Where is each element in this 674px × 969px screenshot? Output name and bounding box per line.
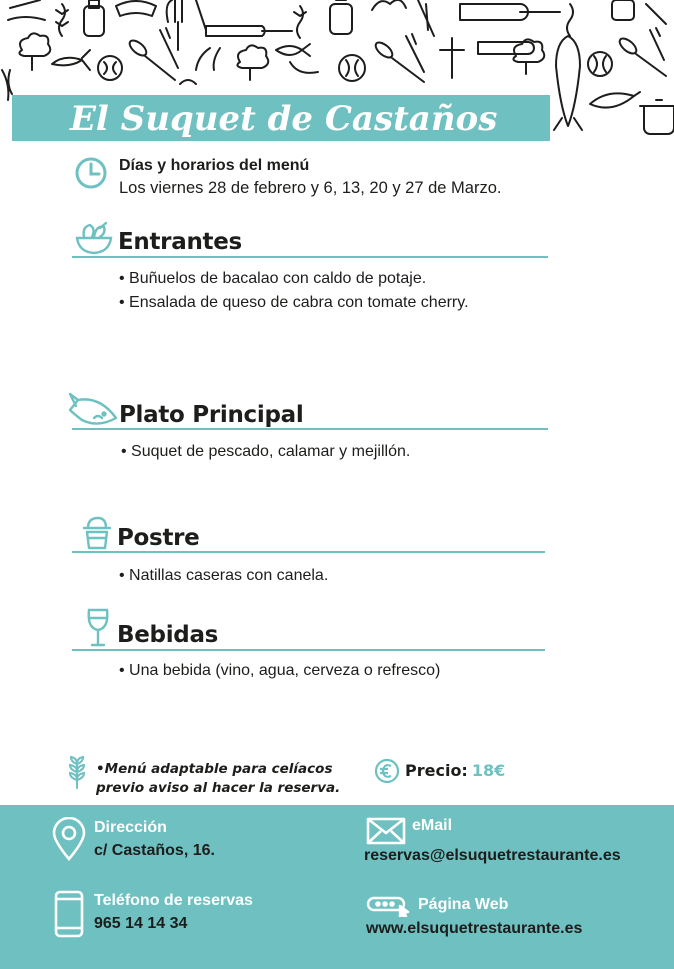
section-heading-bebidas: Bebidas — [117, 622, 219, 648]
section-heading-plato-principal: Plato Principal — [119, 402, 304, 428]
menu-item: • Una bebida (vino, agua, cerveza o refresco) — [119, 662, 441, 679]
section-divider — [72, 649, 545, 651]
phone-icon — [54, 890, 84, 938]
address-value: c/ Castaños, 16. — [94, 842, 215, 859]
phone-label: Teléfono de reservas — [94, 892, 253, 909]
price-amount: 18€ — [471, 761, 506, 780]
contact-footer — [0, 805, 674, 969]
section-divider — [72, 551, 545, 553]
section-heading-postre: Postre — [117, 525, 200, 551]
clock-icon — [74, 156, 108, 190]
menu-item: • Suquet de pescado, calamar y mejillón. — [121, 443, 411, 460]
wheat-icon — [66, 756, 88, 790]
section-divider — [72, 256, 548, 258]
web-label: Página Web — [418, 896, 509, 913]
menu-item: • Buñuelos de bacalao con caldo de potaje. — [119, 270, 427, 287]
restaurant-title: El Suquet de Castaños — [70, 99, 498, 139]
price — [405, 761, 505, 780]
celiac-note: •Menú adaptable para celíacos previo aviso al hacer la reserva. — [96, 761, 341, 796]
menu-item: • Natillas caseras con canela. — [119, 567, 329, 584]
schedule-heading: Días y horarios del menú — [119, 157, 310, 174]
section-heading-entrantes: Entrantes — [118, 229, 242, 255]
fish-icon — [68, 392, 118, 428]
section-divider — [72, 428, 548, 430]
salad-bowl-icon — [74, 220, 114, 256]
euro-icon — [374, 758, 400, 784]
price-label: Precio: — [405, 761, 468, 780]
phone-value[interactable]: 965 14 14 34 — [94, 915, 188, 932]
address-label: Dirección — [94, 819, 167, 836]
schedule-text: Los viernes 28 de febrero y 6, 13, 20 y 27 de Marzo. — [119, 179, 502, 197]
title-banner — [12, 95, 550, 141]
location-pin-icon — [52, 817, 86, 861]
menu-item: • Ensalada de queso de cabra con tomate cherry. — [119, 294, 469, 311]
wine-glass-icon — [86, 608, 110, 648]
dessert-icon — [82, 514, 112, 550]
web-value[interactable]: www.elsuquetrestaurante.es — [366, 920, 583, 937]
web-icon — [366, 895, 410, 917]
envelope-icon — [366, 817, 406, 845]
email-value[interactable]: reservas@elsuquetrestaurante.es — [364, 847, 621, 864]
email-label: eMail — [412, 817, 453, 834]
